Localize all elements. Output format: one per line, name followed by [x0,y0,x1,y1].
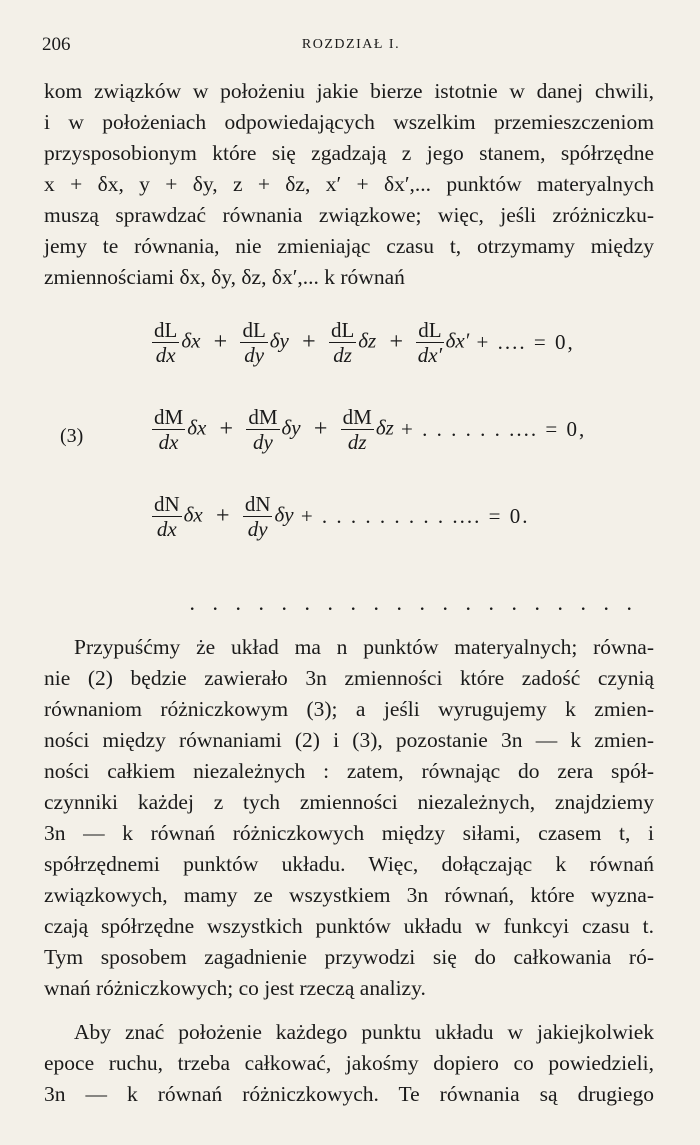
text-line: 3n — k równań różniczkowych. Te równania są drugiego [44,1082,654,1106]
fraction-denominator: dx [155,343,176,367]
text-line: i w położeniach odpowiedających wszelkim przemieszczeniom [44,110,654,134]
fraction-denominator: dx′ [417,343,443,367]
text-line: Tym sposobem zagadnienie przywodzi się do całkowania ró- [44,945,654,969]
fraction-denominator: dy [244,343,265,367]
fraction-numerator: dL [418,318,442,342]
fraction-denominator: dy [247,517,268,541]
text-line: nie (2) będzie zawierało 3n zmienności które zadość czynią [44,666,654,690]
variation-symbol: δx [187,415,207,440]
fraction-numerator: dL [154,318,178,342]
text-line: związkowych, mamy ze wszystkiem 3n równań, które wyzna- [44,883,654,907]
paragraph-3 [44,1017,654,1110]
text-line: spółrzędnemi punktów układu. Więc, dołączając k równań [44,852,654,876]
variation-symbol: δz [358,328,377,353]
text-line: czają spółrzędne wszystkich punktów układu w funkcyi czasu t. [44,914,654,938]
text-line: równaniom różniczkowym (3); a jeśli wyrugujemy k zmien- [44,697,654,721]
variation-symbol: δx [181,328,201,353]
text-line: 3n — k równań różniczkowych między siłami, czasem t, i [44,821,654,845]
running-title: ROZDZIAŁ I. [301,37,401,52]
text-line: kom związków w położeniu jakie bierze istotnie w danej chwili, [44,79,654,103]
text-line: czynniki każdej z tych zmienności niezależnych, znajdziemy [44,790,654,814]
fraction-denominator: dz [347,430,367,454]
fraction-numerator: dM [154,405,184,429]
equation-tail: + .... = 0, [476,330,575,354]
fraction-denominator: dx [156,517,177,541]
text-line: Przypuśćmy że układ ma n punktów materyalnych; równa- [74,635,654,659]
variation-symbol: δy [274,502,294,527]
fraction-denominator: dx [158,430,179,454]
variation-symbol: δz [375,415,394,440]
page-header [42,34,660,58]
text-line: muszą sprawdzać równania związkowe; więc, jeśli zróżniczku- [44,203,654,227]
fraction-numerator: dL [330,318,355,342]
text-line: x + δx, y + δy, z + δz, x′ + δx′,... punktów materyalnych [44,172,654,196]
text-line: jemy te równania, nie zmieniając czasu t, otrzymamy między [44,234,654,258]
variation-symbol: δy [269,328,289,353]
equation-row-3: $\frac{dN}{dx}$ δx + $\frac{dN}{dy}$ δy + . . . . . . . . . .... = 0. [154,492,530,541]
paragraph-2 [44,632,654,1004]
equation-tail: + . . . . . . .... = 0, [401,417,587,441]
paragraph-1 [44,76,654,293]
variation-symbol: δy [281,415,301,440]
text-line: epoce ruchu, trzeba całkować, jakośmy dopiero co powiedzieli, [44,1051,654,1075]
text-line: przysposobionym które się zgadzają z jego stanem, spółrzędne [44,141,654,165]
equation-tail: + . . . . . . . . . .... = 0. [300,504,530,528]
fraction-numerator: dN [154,492,180,516]
page-number: 206 [42,34,71,55]
fraction-numerator: dM [248,405,278,429]
variation-symbol: δx [183,502,203,527]
equation-label: (3) [60,425,84,447]
variation-symbol: δx′ [445,328,470,353]
equation-row-1: $\frac{dL}{dx}$ δx + $\frac{dL}{dy}$ δy + $\frac{dL}{dz}$ δz + $\frac{dL}{dx'}$ δx′ + .... = 0, [154,318,575,367]
text-line: zmiennościami δx, δy, δz, δx′,... k równań [44,265,405,289]
dotted-continuation: . . . . . . . . . . . . . . . . . . . . [190,590,639,615]
text-line: wnań różniczkowych; co jest rzeczą analizy. [44,976,426,1000]
fraction-numerator: dM [342,405,372,429]
text-line: ności między równaniami (2) i (3), pozostanie 3n — k zmien- [44,728,654,752]
fraction-denominator: dy [253,430,273,454]
text-line: ności całkiem niezależnych : zatem, równając do zera spół- [44,759,654,783]
fraction-numerator: dN [244,492,271,516]
fraction-numerator: dL [242,318,266,342]
text-line: Aby znać położenie każdego punktu układu w jakiejkolwiek [74,1020,654,1044]
equation-row-2: $\frac{dM}{dx}$ δx + $\frac{dM}{dy}$ δy + $\frac{dM}{dz}$ δz + . . . . . . .... = 0, [154,405,587,454]
fraction-denominator: dz [333,343,352,367]
